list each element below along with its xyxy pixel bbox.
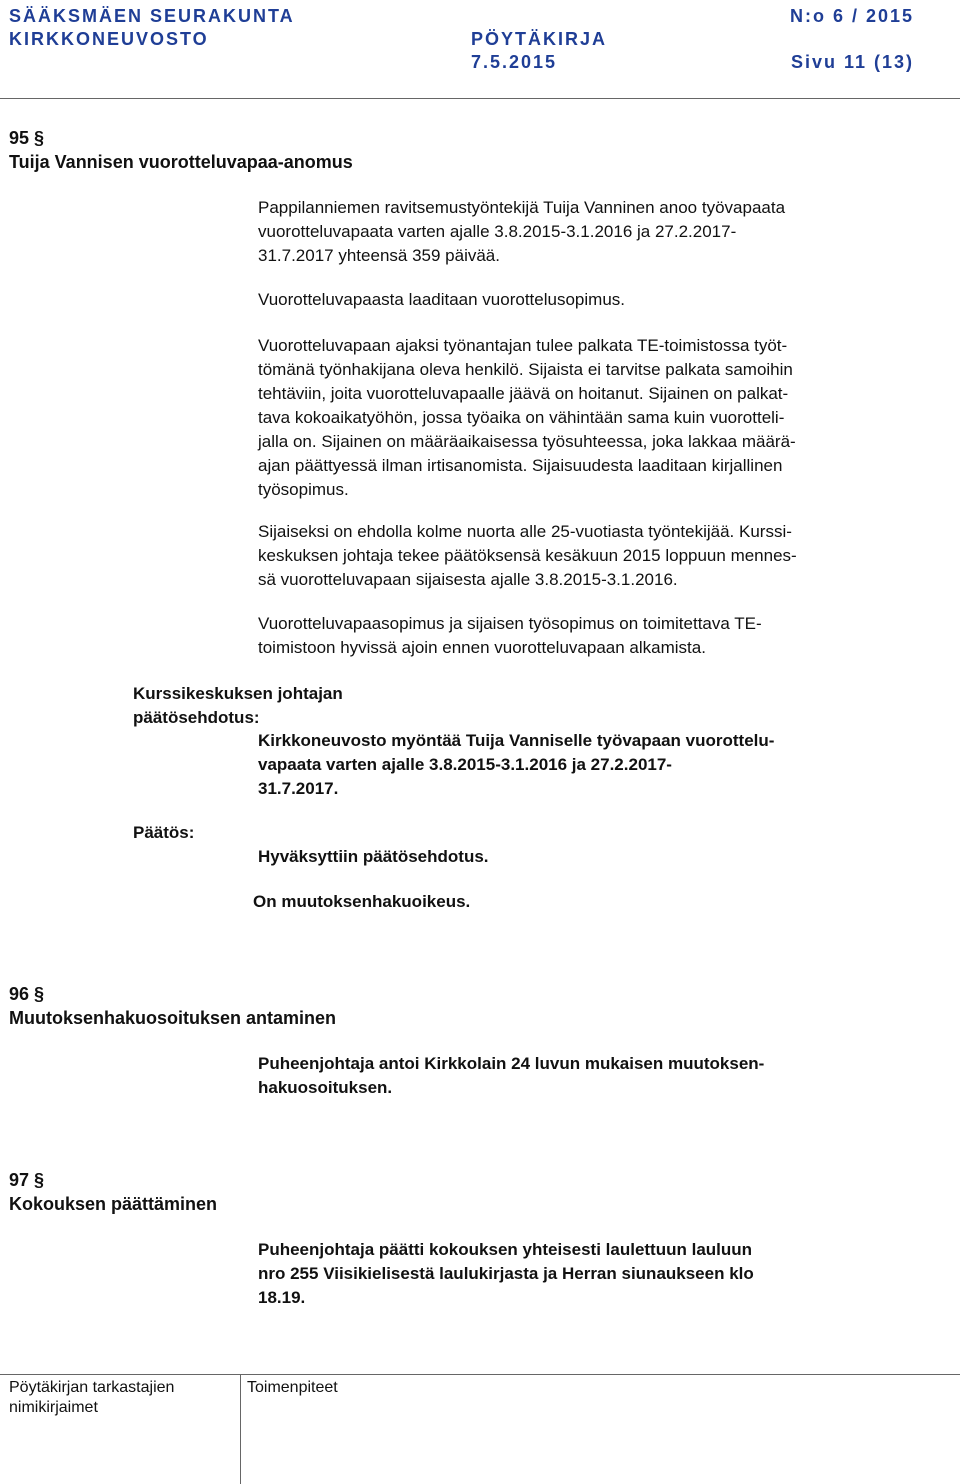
appeal-notice: On muutoksenhakuoikeus. (253, 892, 471, 911)
body-name: KIRKKONEUVOSTO (9, 29, 209, 49)
section-96-title: Muutoksenhakuosoituksen antaminen (9, 1008, 337, 1028)
section-sign: § (34, 1170, 45, 1190)
meeting-date: 7.5.2015 (471, 52, 558, 72)
org-name: SÄÄKSMÄEN SEURAKUNTA (9, 6, 295, 26)
section-96-text: Puheenjohtaja antoi Kirkkolain 24 luvun mukaisen muutoksen- hakuosoituksen. (258, 1054, 765, 1097)
decision-label: Päätös: (133, 823, 195, 842)
section-95-paragraph-4: Sijaiseksi on ehdolla kolme nuorta alle 25-vuotiasta työntekijää. Kurssi- keskuksen johtaja tekee päätöksensä kesäkuun 2015 loppuun mennes- sä vuorotteluvapaan sijaisesta ajalle 3.8.2015-3.1.2016. (258, 522, 797, 589)
footer-column-divider (240, 1374, 241, 1484)
section-sign: § (34, 984, 45, 1004)
section-97-title: Kokouksen päättäminen (9, 1194, 218, 1214)
footer-reviewers-initials: Pöytäkirjan tarkastajien nimikirjaimet (9, 1379, 175, 1416)
section-97-text: Puheenjohtaja päätti kokouksen yhteisesti laulettuun lauluun nro 255 Viisikielisestä laulukirjasta ja Herran siunaukseen klo 18.19. (258, 1240, 754, 1307)
document-type: PÖYTÄKIRJA (471, 29, 608, 49)
section-95-paragraph-5: Vuorotteluvapaasopimus ja sijaisen työsopimus on toimitettava TE- toimistoon hyvissä ajoin ennen vuorotteluvapaan alkamista. (258, 614, 762, 657)
section-95-paragraph-3: Vuorotteluvapaan ajaksi työnantajan tulee palkata TE-toimistossa työt- tömänä työnhakijana oleva henkilö. Sijaista ei tarvitse palkata samoihin tehtäviin, joita vuorotteluvapaalle jäävä on hoitanut. Sijainen on palkat- tava kokoaikatyöhön, jossa työaika on vähintään sama kuin vuorotteli- jalla on. Sijainen on määräaikaisessa työsuhteessa, joka lakkaa määrä- ajan päättyessä ilman irtisanomista. Sijaisuudesta laaditaan kirjallinen työsopimus. (258, 336, 796, 499)
section-95-paragraph-2: Vuorotteluvapaasta laaditaan vuorottelusopimus. (258, 290, 625, 309)
header-divider (0, 98, 960, 99)
proposal-label: Kurssikeskuksen johtajan päätösehdotus: (133, 684, 343, 727)
section-97-number: 97 § (9, 1170, 45, 1190)
decision-text: Hyväksyttiin päätösehdotus. (258, 847, 489, 866)
page-number: Sivu 11 (13) (790, 52, 914, 72)
section-95-title: Tuija Vannisen vuorotteluvapaa-anomus (9, 152, 353, 172)
footer-divider (0, 1374, 960, 1375)
section-sign: § (34, 128, 45, 148)
footer-actions: Toimenpiteet (247, 1379, 338, 1396)
section-96-number: 96 § (9, 984, 45, 1004)
proposal-text: Kirkkoneuvosto myöntää Tuija Vanniselle työvapaan vuorottelu- vapaata varten ajalle 3.8.2015-3.1.2016 ja 27.2.2017- 31.7.2017. (258, 731, 775, 798)
section-95-number: 95 § (9, 128, 45, 148)
section-95-paragraph-1: Pappilanniemen ravitsemustyöntekijä Tuija Vanninen anoo työvapaata vuorotteluvapaata varten ajalle 3.8.2015-3.1.2016 ja 27.2.2017- 31.7.2017 yhteensä 359 päivää. (258, 198, 786, 265)
document-number: N:o 6 / 2015 (789, 6, 914, 26)
